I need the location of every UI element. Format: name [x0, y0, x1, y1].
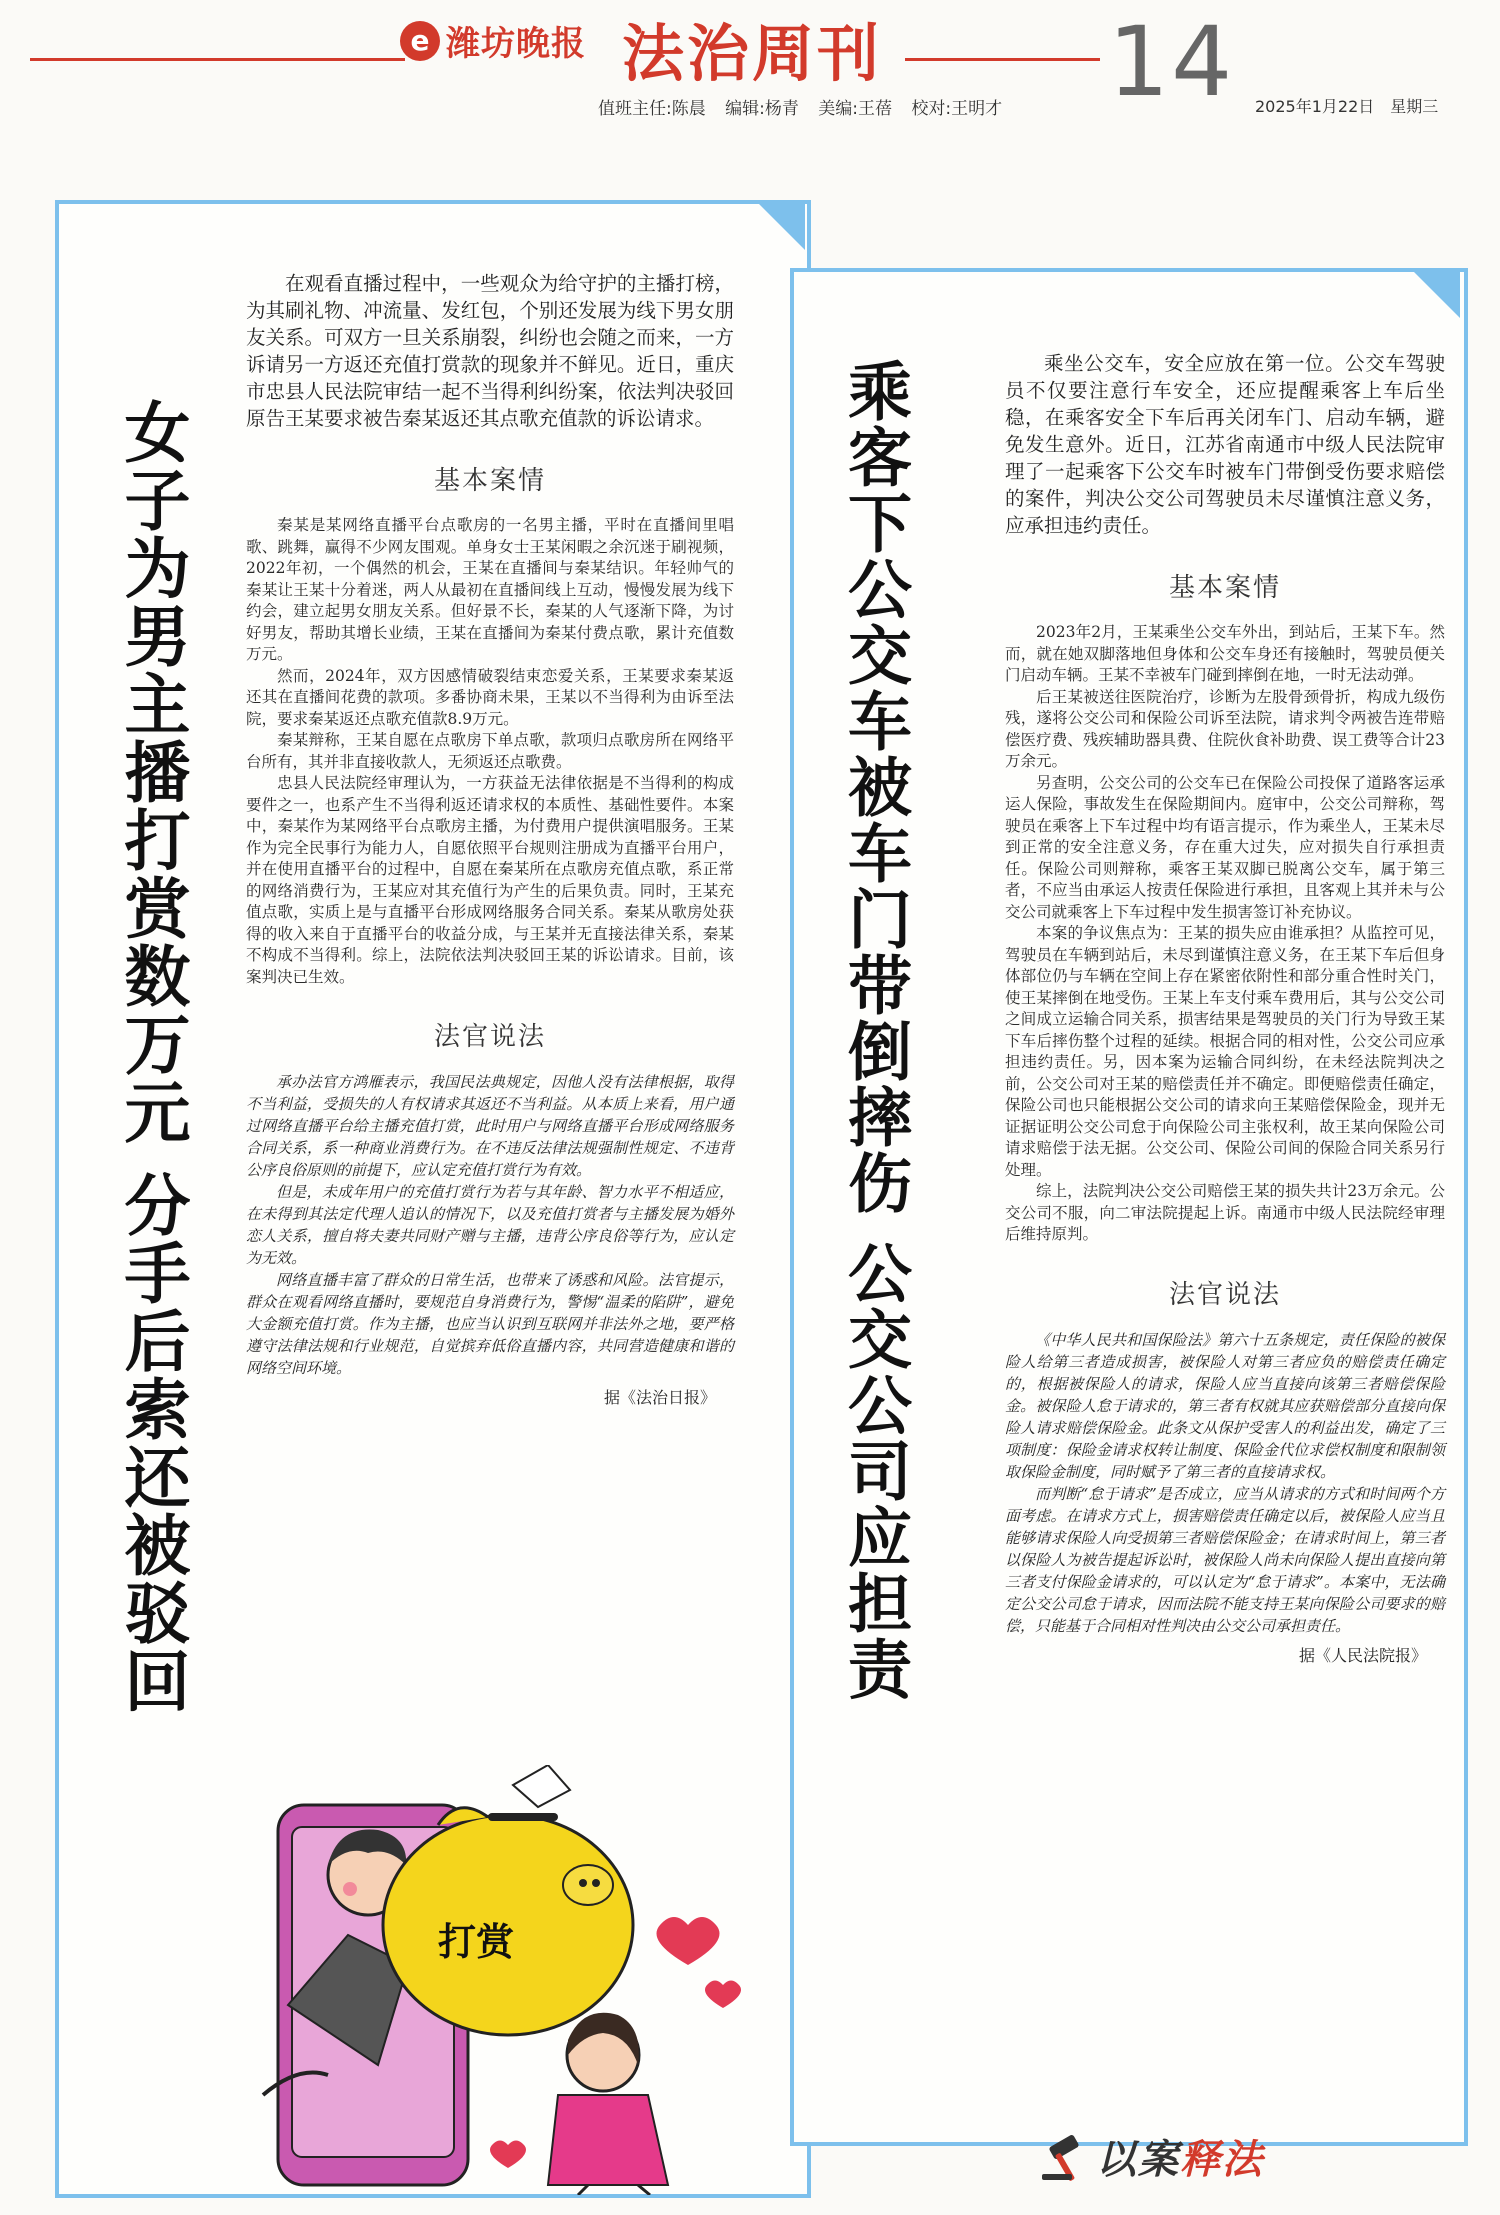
right-facts-paragraph: 综上，法院判决公交公司赔偿王某的损失共计23万余元。公交公司不服，向二审法院提起上诉。南通市中级人民法院经审理后维持原判。 [1005, 1182, 1445, 1243]
masthead [0, 0, 1500, 128]
right-judge-comment [1005, 1329, 1445, 1637]
right-article-body [1005, 350, 1445, 1666]
left-judge-heading: 法官说法 [433, 1022, 546, 1052]
right-judge-paragraph: 《中华人民共和国保险法》第六十五条规定，责任保险的被保险人给第三者造成损害，被保险人对第三者应负的赔偿责任确定的，根据被保险人的请求，保险人应当直接向该第三者赔偿保险金。被保险人怠于请求的，第三者有权就其应获赔偿部分直接向保险人请求赔偿保险金。此条文从保护受害人的利益出发，确定了三项制度：保险金请求权转让制度、保险金代位求偿权制度和限制领取保险金制度，同时赋予了第三者的直接请求权。 [1005, 1330, 1445, 1481]
tipping-cartoon [258, 1765, 758, 2195]
left-judge-paragraph: 但是，未成年用户的充值打赏行为若与其年龄、智力水平不相适应，在未得到其法定代理人追认的情况下，以及充值打赏者与主播发展为婚外恋人关系，擅自将夫妻共同财产赠与主播，违背公序良俗等行为，应认定为无效。 [246, 1183, 734, 1267]
left-facts-heading: 基本案情 [433, 466, 546, 496]
right-facts-heading: 基本案情 [1168, 573, 1281, 603]
left-facts-paragraph: 秦某是某网络直播平台点歌房的一名男主播，平时在直播间里唱歌、跳舞，赢得不少网友围观。单身女士王某闲暇之余沉迷于刷视频，2022年初，一个偶然的机会，王某在直播间与秦某结识。年轻帅气的秦某让王某十分着迷，两人从最初在直播间线上互动，慢慢发展为线下约会，建立起男女朋友关系。但好景不长，秦某的人气逐渐下降，为讨好男友，帮助其增长业绩，王某在直播间为秦某付费点歌，累计充值数万元。 [246, 516, 734, 663]
staff-art: 美编:王蓓 [818, 99, 893, 119]
right-facts [1005, 622, 1445, 1246]
paper-logo-icon: e [400, 21, 440, 61]
stamp-accent: 释法 [1180, 2137, 1264, 2183]
left-facts-paragraph: 然而，2024年，双方因感情破裂结束恋爱关系，王某要求秦某返还其在直播间花费的款项。多番协商未果，王某以不当得利为由诉至法院，要求秦某返还点歌充值款8.9万元。 [246, 666, 734, 728]
tip-coin [513, 1765, 570, 1807]
cartoon-caption: 打赏 [438, 1920, 515, 1964]
woman-figure [548, 2013, 668, 2195]
left-facts-paragraph: 忠县人民法院经审理认为，一方获益无法律依据是不当得利的构成要件之一，也系产生不当得利返还请求权的本质性、基础性要件。本案中，秦某作为某网络平台点歌房主播，为付费用户提供演唱服务。王某作为完全民事行为能力人，自愿依照平台规则注册成为直播平台用户，并在使用直播平台的过程中，自愿在秦某所在点歌房充值点歌，系正常的网络消费行为，王某应对其充值行为产生的后果负责。同时，王某充值点歌，实质上是与直播平台形成网络服务合同关系。秦某从歌房处获得的收入来自于直播平台的收益分成，与王某并无直接法律关系，秦某不构成不当得利。综上，法院依法判决驳回王某的诉讼请求。目前，该案判决已生效。 [246, 774, 734, 986]
left-article-lead: 在观看直播过程中，一些观众为给守护的主播打榜，为其刷礼物、冲流量、发红包，个别还发展为线下男女朋友关系。可双方一旦关系崩裂，纠纷也会随之而来，一方诉请另一方返还充值打赏款的现象并不鲜见。近日，重庆市忠县人民法院审结一起不当得利纠纷案，依法判决驳回原告王某要求被告秦某返还其点歌充值款的诉讼请求。 [246, 272, 734, 430]
header-rule-left [30, 58, 405, 61]
issue-weekday: 星期三 [1390, 97, 1439, 116]
right-facts-paragraph: 另查明，公交公司的公交车已在保险公司投保了道路客运承运人保险，事故发生在保险期间内。庭审中，公交公司辩称，驾驶员在乘客上下车过程中均有语言提示，作为乘坐人，王某未尽到正常的安全注意义务，存在重大过失，应对损失自行承担责任。保险公司则辩称，乘客王某双脚已脱离公交车，属于第三者，不应当由承运人按责任保险进行承担，且客观上其并未与公交公司就乘客上下车过程中发生损害签订补充协议。 [1005, 773, 1445, 921]
gavel-icon [1040, 2132, 1096, 2182]
left-frame-corner [755, 200, 805, 250]
section-title: 法治周刊 [622, 17, 883, 90]
right-facts-paragraph: 后王某被送往医院治疗，诊断为左股骨颈骨折，构成九级伤残，遂将公交公司和保险公司诉至法院，请求判令两被告连带赔偿医疗费、残疾辅助器具费、住院伙食补助费、误工费等合计23万余元。 [1005, 687, 1445, 770]
header-rule-right [905, 58, 1100, 61]
right-facts-paragraph: 本案的争议焦点为：王某的损失应由谁承担？从监控可见，驾驶员在车辆到站后，未尽到谨慎注意义务，在王某下车后但身体部位仍与车辆在空间上存在紧密依附性和部分重合性时关门，使王某摔倒在地受伤。王某上车支付乘车费用后，其与公交公司之间成立运输合同关系，损害结果是驾驶员的关门行为导致王某下车后摔伤整个过程的延续。根据合同的相对性，公交公司应承担违约责任。另，因本案为运输合同纠纷，在未经法院判决之前，公交公司对王某的赔偿责任并不确定。即便赔偿责任确定，保险公司也只能根据公交公司的请求向王某赔偿保险金，现并无证据证明公交公司怠于向保险公司主张权利，故王某向保险公司请求赔偿于法无据。公交公司、保险公司间的保险合同关系另行处理。 [1005, 924, 1445, 1179]
left-facts-paragraph: 秦某辩称，王某自愿在点歌房下单点歌，款项归点歌房所在网络平台所有，其并非直接收款人，无须返还点歌费。 [246, 731, 734, 771]
right-article-source: 据《人民法院报》 [1298, 1645, 1427, 1665]
staff-editor: 编辑:杨青 [725, 99, 799, 119]
left-article-source: 据《法治日报》 [603, 1388, 716, 1407]
left-judge-paragraph: 承办法官方鸿雁表示，我国民法典规定，因他人没有法律根据，取得不当利益，受损失的人有权请求其返还不当利益。从本质上来看，用户通过网络直播平台给主播充值打赏，此时用户与网络直播平台形成网络服务合同关系，系一种商业消费行为。在不违反法律法规强制性规定、不违背公序良俗原则的前提下，应认定充值打赏行为有效。 [246, 1073, 734, 1179]
issue-date [1255, 94, 1454, 117]
staff-duty: 值班主任:陈晨 [598, 99, 706, 119]
right-frame-corner [1410, 268, 1460, 318]
left-judge-paragraph: 网络直播丰富了群众的日常生活，也带来了诱惑和风险。法官提示，群众在观看网络直播时，要规范自身消费行为，警惕“温柔的陷阱”，避免大金额充值打赏。作为主播，也应当认识到互联网并非法外之地，要严格遵守法律法规和行业规范，自觉摈弃低俗直播内容，共同营造健康和谐的网络空间环境。 [246, 1271, 734, 1377]
page-number: 14 [1108, 6, 1235, 118]
column-stamp-text [1096, 2128, 1264, 2185]
left-facts [246, 515, 734, 988]
column-stamp [1040, 2128, 1264, 2185]
left-article-body [246, 270, 734, 1408]
right-judge-heading: 法官说法 [1168, 1279, 1281, 1310]
right-judge-paragraph: 而判断“怠于请求”是否成立，应当从请求的方式和时间两个方面考虑。在请求方式上，损害赔偿责任确定以后，被保险人应当且能够请求保险人向受损第三者赔偿保险金；在请求时间上，第三者以保险人为被告提起诉讼时，被保险人尚未向保险人提出直接向第三者支付保险金请求的，可以认定为“怠于请求”。本案中，无法确定公交公司怠于请求，因而法院不能支持王某向保险公司要求的赔偿，只能基于合同相对性判决由公交公司承担责任。 [1005, 1484, 1445, 1635]
staff-credits [598, 94, 1002, 119]
paper-name: 潍坊晚报 [446, 24, 586, 64]
left-judge-comment [246, 1071, 734, 1379]
right-article-headline: 乘客下公交车被车门带倒摔伤 公交公司应担责 [837, 358, 911, 1703]
staff-proof: 校对:王明才 [911, 99, 1003, 119]
paper-logo [400, 16, 586, 65]
stamp-plain: 以案 [1096, 2137, 1180, 2183]
left-article-headline: 女子为男主播打赏数万元 分手后索还被驳回 [113, 398, 190, 1715]
right-facts-paragraph: 2023年2月，王某乘坐公交车外出，到站后，王某下车。然而，就在她双脚落地但身体和公交车身还有接触时，驾驶员便关门启动车辆。王某不幸被车门碰到摔倒在地，一时无法动弹。 [1005, 623, 1445, 684]
issue-date-text: 2025年1月22日 [1255, 97, 1375, 116]
right-article-lead: 乘坐公交车，安全应放在第一位。公交车驾驶员不仅要注意行车安全，还应提醒乘客上车后坐稳，在乘客安全下车后再关闭车门、启动车辆，避免发生意外。近日，江苏省南通市中级人民法院审理了一起乘客下公交车时被车门带倒受伤要求赔偿的案件，判决公交公司驾驶员未尽谨慎注意义务，应承担违约责任。 [1005, 352, 1445, 537]
